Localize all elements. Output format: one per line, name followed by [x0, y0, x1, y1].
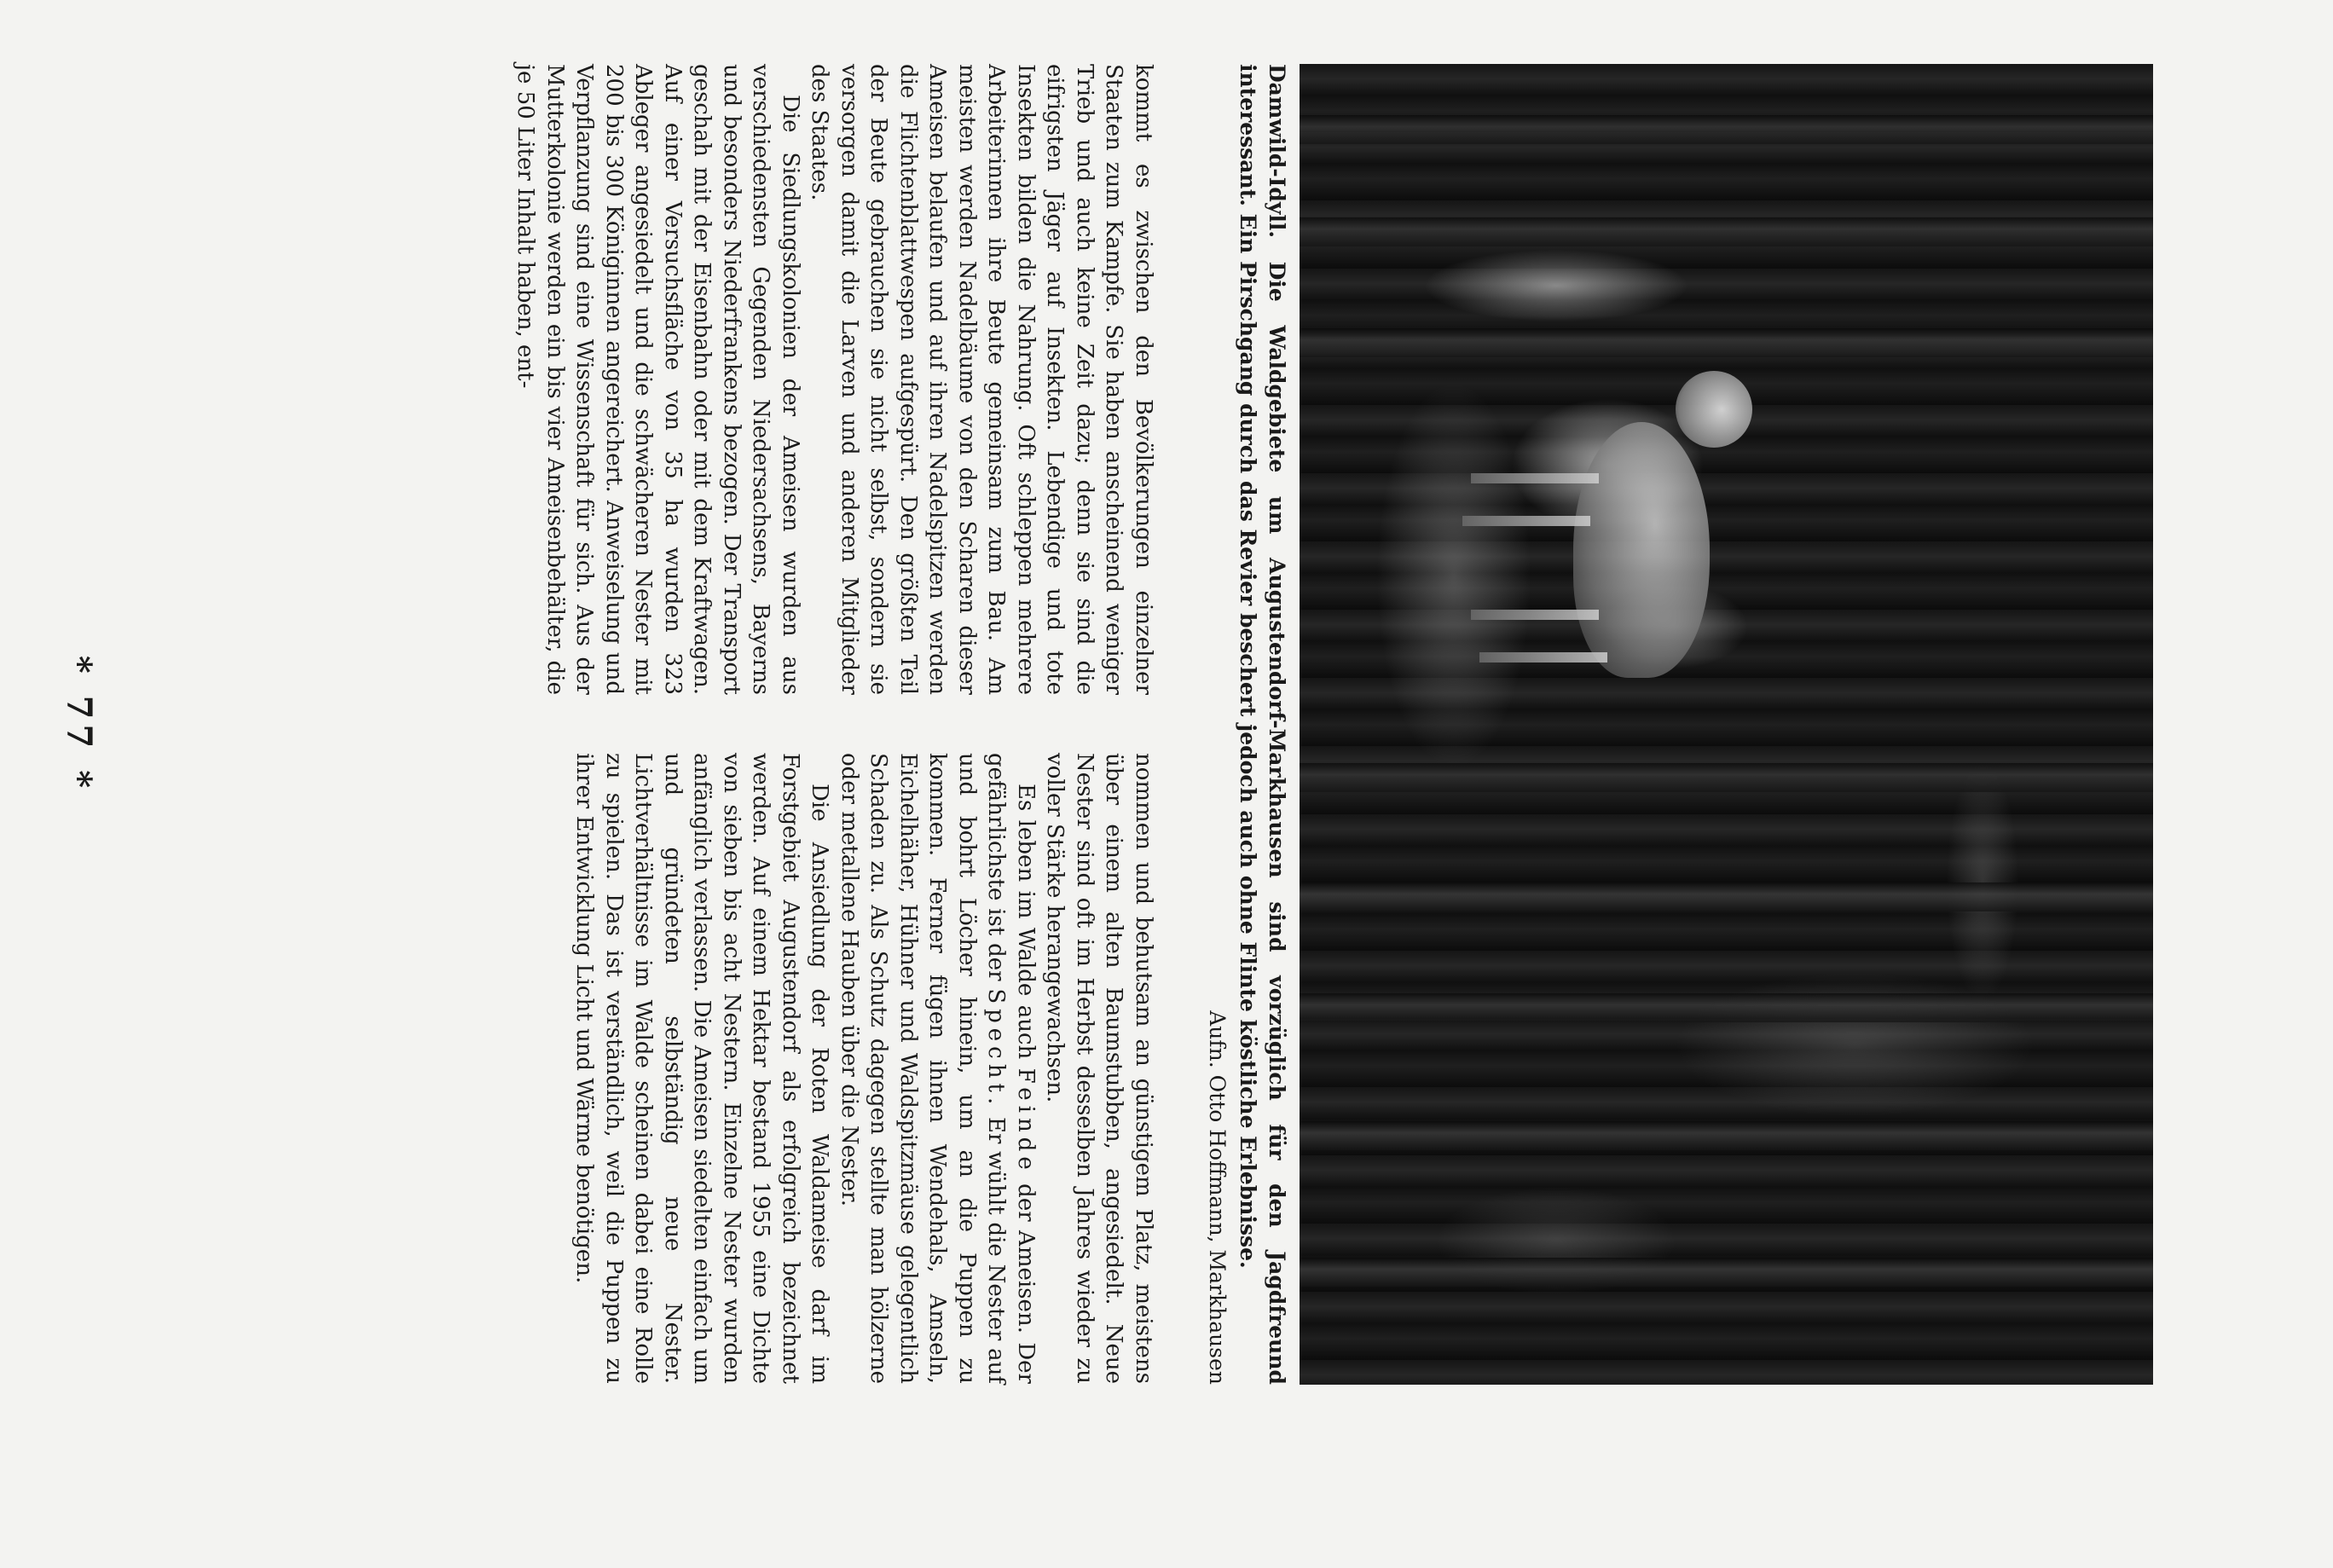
- text-run: Er wühlt die Nester auf und bohrt Löcher hinein, um an die Puppen zu kommen. Ferner fügen ihnen Wendehals, Amseln, Eichelhäher, Hühner und Waldspitzmäuse gelegentlich Schaden zu. Als Schutz dagegen stellte man hölzerne oder metallene Hauben über die Nester.: [837, 753, 1010, 1384]
- tree-trunk: [1300, 993, 2153, 1022]
- emphasis-specht: Specht.: [983, 988, 1010, 1110]
- text-run: Es leben im Walde auch: [1013, 784, 1039, 1068]
- caption-text: Damwild-Idyll. Die Waldgebiete um Augustendorf-Markhausen sind vorzüglich für den Jagdfreund interessant. Ein Pirschgang durch das Revier beschert jedoch auch ohne Flinte köstliche Erlebnisse.: [1236, 64, 1289, 1385]
- paragraph: [835, 753, 1041, 1384]
- text-run: der Ameisen. Der gefährlichste ist der: [983, 753, 1039, 1384]
- tree-trunk: [1300, 882, 2153, 911]
- page-number: * 77 *: [59, 655, 99, 794]
- deer-forest-photo: [1300, 64, 2153, 1385]
- photo-caption: [1233, 64, 1291, 1385]
- deer-leg: [1479, 652, 1607, 662]
- paragraph: kommt es zwischen den Bevölkerungen einzelner Staaten zum Kampfe. Sie haben anscheinend weniger Trieb und auch keine Zeit dazu; denn sie sind die eifrigsten Jäger auf Insekten. Lebendige und tote Insekten bilden die Nahrung. Oft schleppen mehrere Arbeiterinnen ihre Beute gemeinsam zum Bau. Am meisten werden Nadelbäume von den Scharen dieser Ameisen belaufen und auf ihren Nadelspitzen werden die Flichtenblattwespen aufgespürt. Den größten Teil der Beute gebrauchen sie nicht selbst, sondern sie versorgen damit die Larven und anderen Mitglieder des Staates.: [807, 64, 1156, 695]
- tree-trunk: [1300, 1121, 2153, 1150]
- deer-leg: [1471, 610, 1599, 620]
- tree-trunk: [1300, 328, 2153, 357]
- deer-leg: [1462, 516, 1590, 526]
- text-column-right: [570, 753, 1158, 1384]
- tree-trunk: [1300, 115, 2153, 144]
- text-column-left: [511, 64, 1158, 695]
- paragraph: Die Ansiedlung der Roten Waldameise darf im Forstgebiet Augustendorf als erfolgreich bezeichnet werden. Auf einem Hektar bestand 1955 eine Dichte von sieben bis acht Nestern. Einzelne Nester wurden anfänglich verlassen. Die Ameisen siedelten einfach um und gründeten selbständig neue Nester. Lichtverhältnisse im Walde scheinen dabei eine Rolle zu spielen. Das ist verständlich, weil die Puppen zu ihrer Entwicklung Licht und Wärme benötigen.: [571, 753, 833, 1384]
- tree-trunk: [1300, 1258, 2153, 1287]
- paragraph: Die Siedlungskolonien der Ameisen wurden aus verschiedensten Gegenden Niedersachsens, Bayerns und besonders Niederfrankens bezogen. Der Transport geschah mit der Eisenbahn oder mit dem Kraftwagen. Auf einer Versuchsfläche von 35 ha wurden 323 Ableger angesiedelt und die schwächeren Nester mit 200 bis 300 Königinnen angereichert. Anweiselung und Verpflanzung sind eine Wissenschaft für sich. Aus der Mutterkolonie werden ein bis vier Ameisenbehälter, die je 50 Liter Inhalt haben, ent-: [512, 64, 803, 695]
- tree-trunk: [1300, 217, 2153, 246]
- deer-body: [1573, 422, 1710, 678]
- paragraph: nommen und behutsam an günstigem Platz, meistens über einem alten Baumstubben, angesiedelt. Neue Nester sind oft im Herbst desselben Jahres wieder zu voller Stärke herangewachsen.: [1042, 753, 1156, 1384]
- deer-leg: [1471, 473, 1599, 483]
- photo-credit: Aufn. Otto Hoffmann, Markhausen: [1205, 1010, 1230, 1385]
- deer-head: [1676, 371, 1752, 448]
- emphasis-feinde: Feinde: [1013, 1068, 1039, 1175]
- tree-trunk: [1300, 763, 2153, 792]
